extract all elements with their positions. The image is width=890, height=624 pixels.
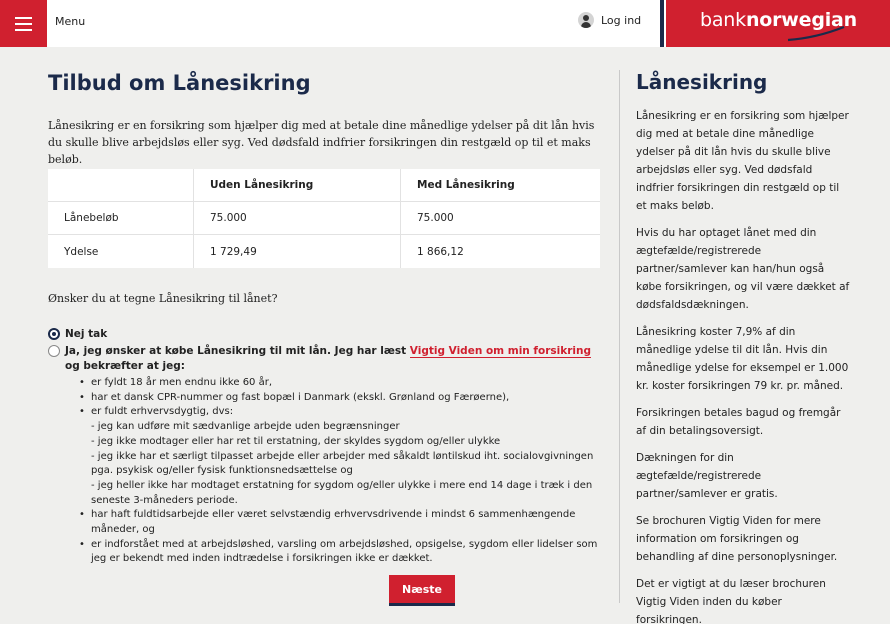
option-yes-suffix: og bekræfter at jeg: <box>65 360 185 372</box>
table-header-row <box>48 169 600 202</box>
fit-line: - jeg ikke har et særligt tilpasset arbejde eller arbejder med såkaldt løntilskud iht. socialovgivningen pga. psykisk og/eller fysisk funktionsnedsættelse og <box>91 450 594 477</box>
fit-intro: • er fuldt erhvervsdygtig, dvs: <box>91 406 234 418</box>
sidebar-paragraph: Lånesikring er en forsikring som hjælper dig med at betale dine månedlige ydelser på dit lån hvis du skulle blive arbejdsløs eller syg. Ved dødsfald indfrier forsikringen din restgæld op til et maks beløb. <box>636 110 849 212</box>
list-item: • har et dansk CPR-nummer og fast bopæl i Danmark (ekskl. Grønland og Færøerne), <box>79 391 608 406</box>
next-button[interactable]: Næste <box>389 575 455 606</box>
list-item: • har haft fuldtidsarbejde eller været selvstændig erhvervsdrivende i mindst 6 sammenhængende måneder, og <box>79 508 608 537</box>
option-yes-prefix: Ja, jeg ønsker at købe Lånesikring til mit lån. Jeg har læst <box>65 345 410 357</box>
conditions-list <box>79 376 608 567</box>
table-row <box>48 235 600 268</box>
option-no[interactable] <box>48 327 608 342</box>
fit-line: - jeg ikke modtager eller har ret til erstatning, der skyldes sygdom og/eller ulykke <box>91 435 501 447</box>
table-cell: Ydelse <box>48 235 194 268</box>
menu-icon[interactable] <box>0 0 47 47</box>
question-text: Ønsker du at tegne Lånesikring til lånet? <box>48 292 278 305</box>
sidebar-title: Lånesikring <box>636 70 768 94</box>
insurance-options <box>48 327 608 567</box>
user-icon <box>578 12 594 28</box>
table-header-cell <box>48 169 194 201</box>
sidebar-paragraph: Lånesikring koster 7,9% af din månedlige ydelse til dit lån. Hvis din månedlige ydelse for eksempel er 1.000 kr. koster forsikringen 79 kr. pr. måned. <box>636 326 849 392</box>
option-yes[interactable] <box>48 344 608 567</box>
page-title: Tilbud om Lånesikring <box>48 71 311 95</box>
sidebar-paragraph: Det er vigtigt at du læser brochuren Vigtig Viden inden du køber forsikringen. <box>636 578 826 624</box>
vigtig-viden-link[interactable]: Vigtig Viden om min forsikring <box>409 345 591 357</box>
list-item: • er indforstået med at arbejdsløshed, varsling om arbejdsløshed, opsigelse, sygdom eller lidelser som jeg er bekendt med inden indtrædelse i forsikringen ikke er dækket. <box>79 538 608 567</box>
logo-separator <box>660 0 664 47</box>
sidebar-paragraph: Hvis du har optaget lånet med din ægtefælde/registrerede partner/samlever kan han/hun også købe forsikringen, og vil være dækket af dødsfaldsdækningen. <box>636 227 850 311</box>
table-cell: 75.000 <box>194 202 401 234</box>
radio-no[interactable] <box>48 328 60 340</box>
table-header-cell: Uden Lånesikring <box>194 169 401 201</box>
option-no-label: Nej tak <box>65 328 108 340</box>
list-item <box>79 405 608 508</box>
radio-yes[interactable] <box>48 345 60 357</box>
login-label: Log ind <box>601 13 642 27</box>
bank-norwegian-logo[interactable] <box>666 0 890 47</box>
table-header-cell: Med Lånesikring <box>417 179 515 191</box>
top-header <box>0 0 890 47</box>
list-item: • er fyldt 18 år men endnu ikke 60 år, <box>79 376 608 391</box>
table-cell: Lånebeløb <box>48 202 194 234</box>
info-sidebar <box>636 70 851 624</box>
sidebar-paragraph: Se brochuren Vigtig Viden for mere information om forsikringen og behandling af dine personoplysninger. <box>636 515 838 563</box>
fit-line: - jeg heller ikke har modtaget erstatning for sygdom og/eller ulykke i mere end 14 dage i træk i den seneste 3-måneders periode. <box>91 479 593 506</box>
table-cell: 1 729,49 <box>194 235 401 268</box>
table-cell: 75.000 <box>417 212 454 224</box>
table-cell: 1 866,12 <box>417 245 464 258</box>
fit-line: - jeg kan udføre mit sædvanlige arbejde uden begrænsninger <box>91 421 400 433</box>
login-button[interactable] <box>578 12 641 28</box>
sidebar-divider <box>619 70 620 603</box>
logo-swoosh-icon <box>786 26 846 42</box>
menu-label[interactable]: Menu <box>55 15 86 28</box>
table-row <box>48 202 600 235</box>
sidebar-paragraph: Forsikringen betales bagud og fremgår af din betalingsoversigt. <box>636 407 841 437</box>
sidebar-paragraph: Dækningen for din ægtefælde/registrerede partner/samlever er gratis. <box>636 452 778 500</box>
logo-text: banknorwegian <box>700 9 858 31</box>
comparison-table <box>48 169 600 268</box>
intro-text: Lånesikring er en forsikring som hjælper dig med at betale dine månedlige ydelser på dit lån hvis du skulle blive arbejdsløs eller syg. Ved dødsfald indfrier forsikringen din restgæld op til et maks beløb. <box>48 119 595 166</box>
